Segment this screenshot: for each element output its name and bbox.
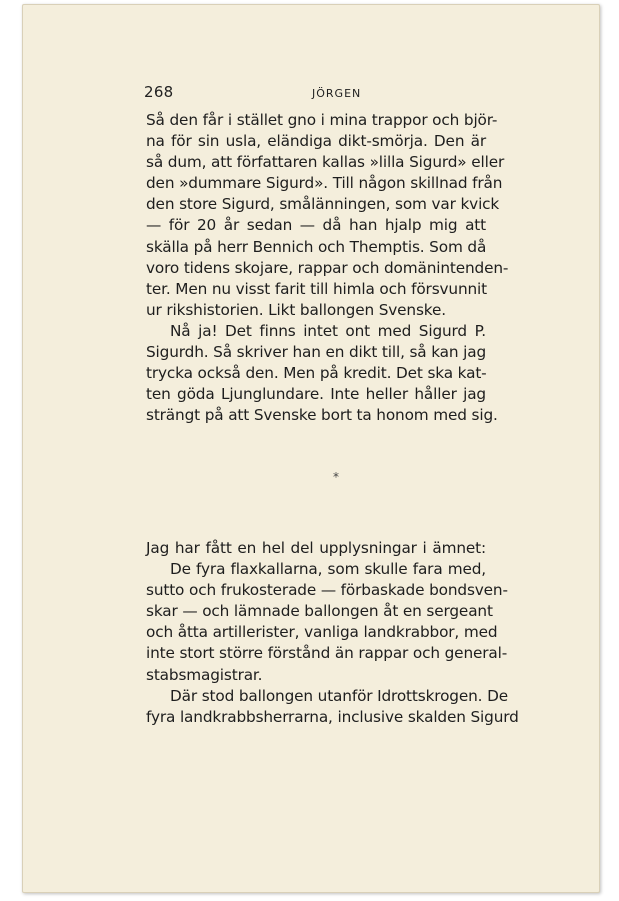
text-line: Så den får i stället gno i mina trappor och björ- — [146, 111, 498, 129]
paragraph-block-2 — [146, 538, 519, 728]
text-line: De fyra flaxkallarna, som skulle fara med, — [170, 560, 486, 579]
section-divider-asterisk: * — [333, 470, 339, 484]
text-line: skar — och lämnade ballongen åt en sergeant — [146, 602, 493, 621]
text-line: den »dummare Sigurd». Till någon skillnad från — [146, 174, 503, 193]
text-line: strängt på att Svenske bort ta honom med sig. — [146, 406, 498, 425]
text-line: och åtta artillerister, vanliga landkrabbor, med — [146, 623, 498, 642]
page-number: 268 — [144, 83, 174, 101]
text-line: na för sin usla, eländiga dikt-smörja. Den är — [146, 132, 486, 151]
text-line: skälla på herr Bennich och Themptis. Som då — [146, 237, 487, 256]
text-line: fyra landkrabbsherrarna, inclusive skalden Sigurd — [146, 707, 519, 726]
text-line: inte stort större förstånd än rappar och general- — [146, 644, 508, 663]
text-line: stabsmagistrar. — [146, 665, 263, 684]
text-line: ter. Men nu visst farit till himla och försvunnit — [146, 279, 488, 298]
text-line: den store Sigurd, smålänningen, som var kvick — [146, 195, 500, 214]
text-line: Jag har fått en hel del upplysningar i ämnet: — [146, 539, 486, 557]
text-line: sutto och frukosterade — förbaskade bondsven- — [146, 581, 508, 600]
text-line: trycka också den. Men på kredit. Det ska kat- — [146, 364, 487, 383]
paragraph-block-1 — [146, 110, 509, 426]
text-line: voro tidens skojare, rappar och domänintenden- — [146, 258, 509, 277]
text-line: ur rikshistorien. Likt ballongen Svenske. — [146, 300, 446, 319]
running-title: JÖRGEN — [312, 87, 362, 100]
text-line: Sigurdh. Så skriver han en dikt till, så kan jag — [146, 343, 487, 362]
text-line: ten göda Ljunglundare. Inte heller håller jag — [146, 385, 486, 404]
text-line: Där stod ballongen utanför Idrottskrogen. De — [170, 686, 508, 705]
text-line: Nå ja! Det finns intet ont med Sigurd P. — [170, 321, 486, 340]
text-line: så dum, att författaren kallas »lilla Sigurd» eller — [146, 153, 505, 172]
text-line: — för 20 år sedan — då han hjalp mig att — [146, 216, 486, 235]
